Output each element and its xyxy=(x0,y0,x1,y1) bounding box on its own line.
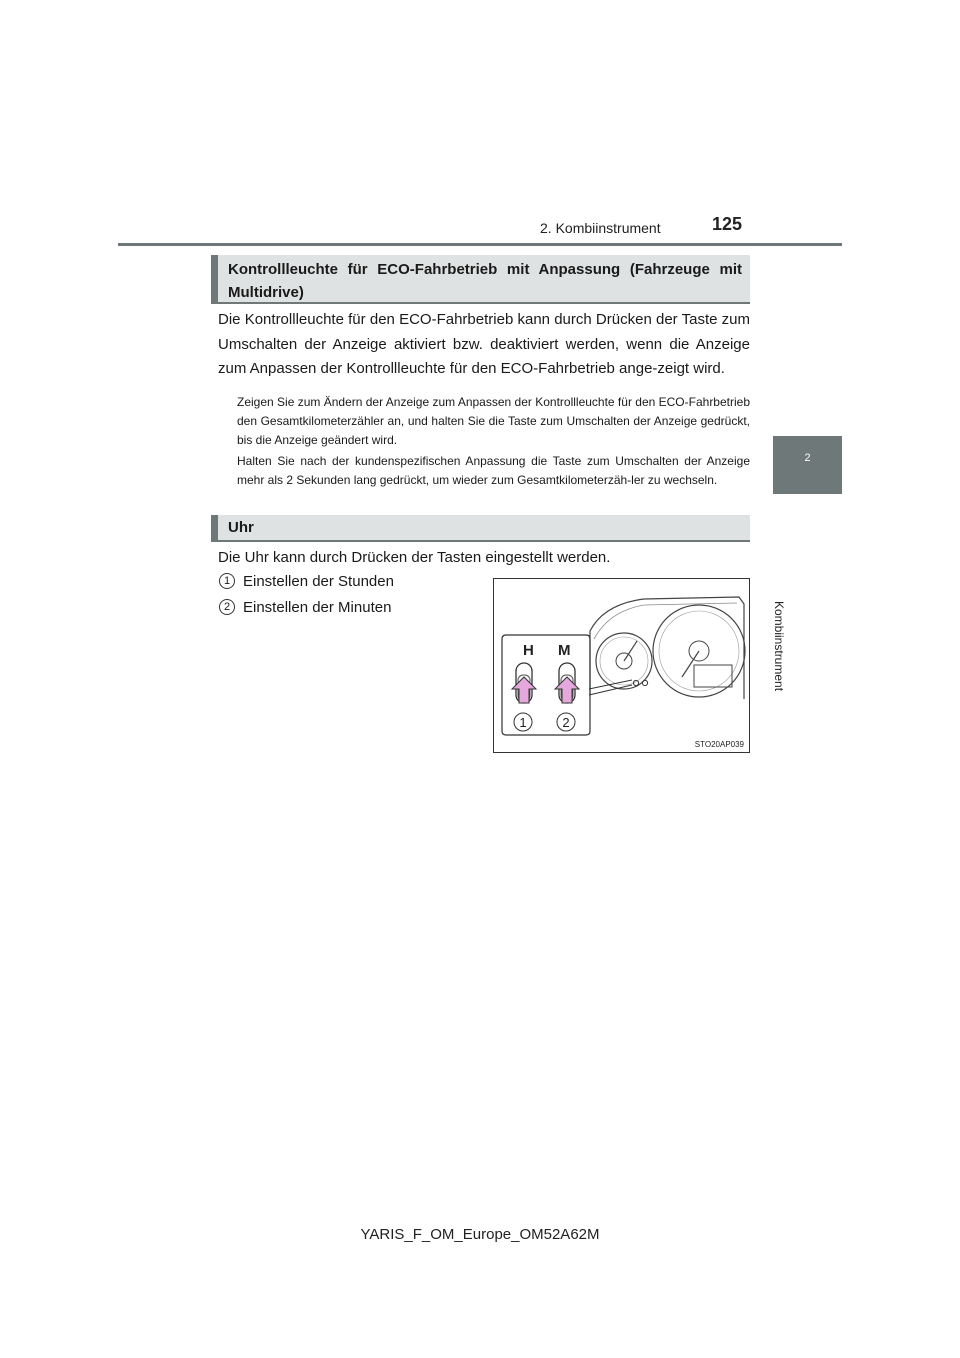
list-item-minutes: Einstellen der Minuten xyxy=(243,599,392,616)
list-item-hours: Einstellen der Stunden xyxy=(243,573,394,590)
speedometer-gauge xyxy=(653,605,745,697)
section-rule xyxy=(211,302,750,304)
chapter-title: 2. Kombiinstrument xyxy=(540,220,661,236)
section-rule xyxy=(211,540,750,542)
chapter-tab-label: Kombiinstrument xyxy=(772,601,786,692)
chapter-tab-number: 2 xyxy=(804,452,811,464)
hour-button-label: H xyxy=(523,642,534,659)
list-marker-2: 2 xyxy=(219,599,235,615)
header-rule xyxy=(118,243,842,246)
section-heading-clock: Uhr xyxy=(211,515,750,541)
eco-note-1: Zeigen Sie zum Ändern der Anzeige zum Anpassen der Kontrollleuchte für den ECO-Fahrbetrieb den Gesamtkilometerzähler an, und halten Sie die Taste zum Umschalten der Anzeige gedrückt, bis die Anzeige geändert wird. xyxy=(237,395,750,447)
callout-1: 1 xyxy=(519,715,527,730)
page-number: 125 xyxy=(712,214,743,234)
clock-buttons-illustration xyxy=(493,578,750,753)
section-heading-eco: Kontrollleuchte für ECO-Fahrbetrieb mit Anpassung (Fahrzeuge mit Multidrive) xyxy=(211,255,750,303)
chapter-tab xyxy=(773,436,842,494)
list-marker-1: 1 xyxy=(219,573,235,589)
figure-code: STO20AP039 xyxy=(694,740,744,749)
eco-note-2: Halten Sie nach der kundenspezifischen Anpassung die Taste zum Umschalten der Anzeige mehr als 2 Sekunden lang gedrückt, um wieder zum Gesamtkilometerzäh-ler zu wechseln. xyxy=(237,454,750,487)
callout-2: 2 xyxy=(562,715,570,730)
eco-body-text: Die Kontrollleuchte für den ECO-Fahrbetrieb kann durch Drücken der Taste zum Umschalten der Anzeige aktiviert bzw. deaktiviert werden, wenn die Anzeige zum Anpassen der Kontrollleuchte für den ECO-Fahrbetrieb ange-zeigt wird. xyxy=(218,311,750,377)
clock-body-text: Die Uhr kann durch Drücken der Tasten eingestellt werden. xyxy=(218,549,611,566)
minute-button-label: M xyxy=(558,642,571,659)
document-id: YARIS_F_OM_Europe_OM52A62M xyxy=(360,1226,600,1243)
